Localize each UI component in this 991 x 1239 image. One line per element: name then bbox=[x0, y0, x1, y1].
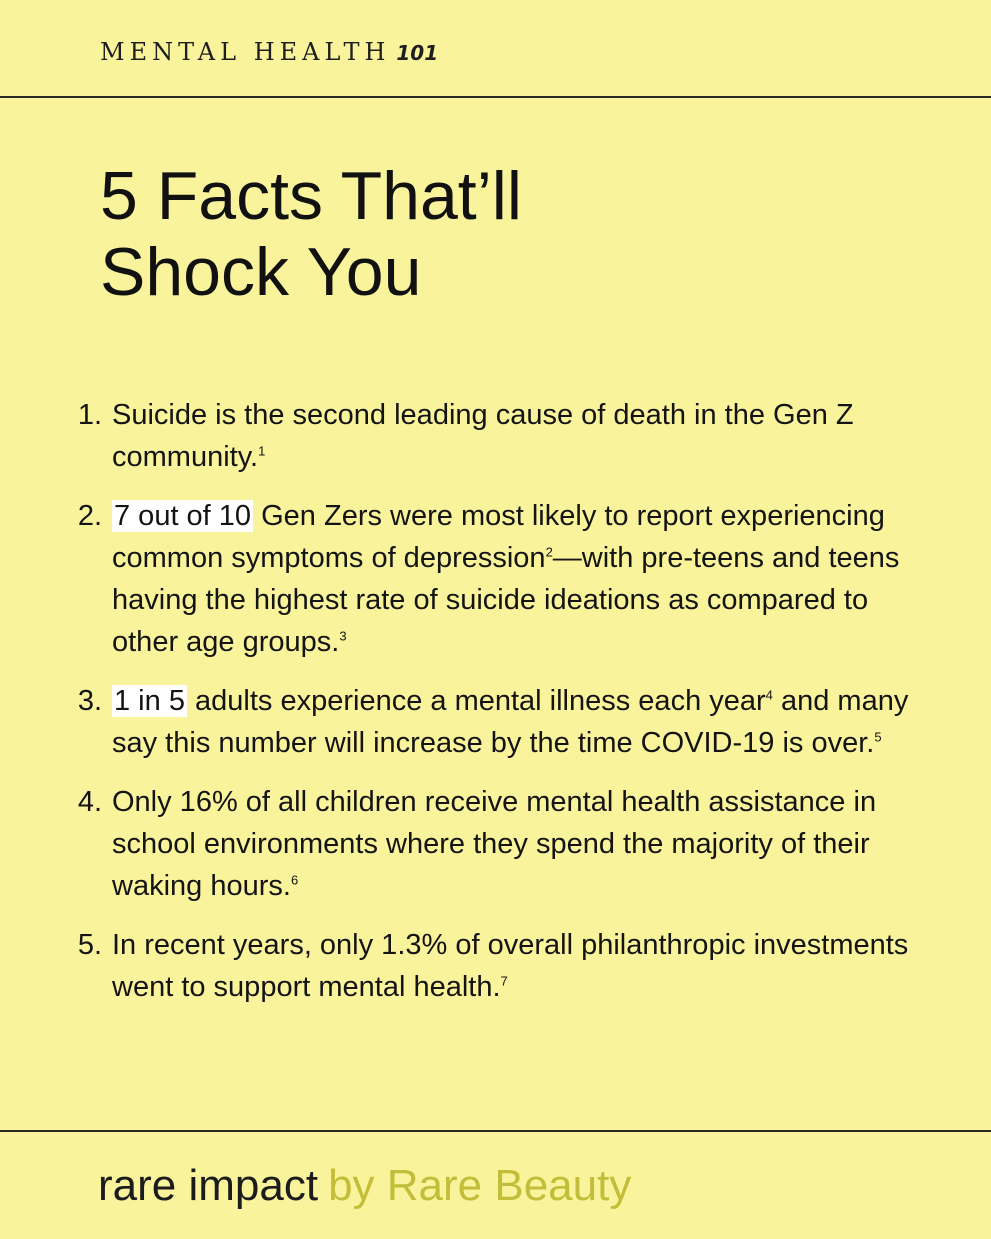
brand-name: rare impact bbox=[98, 1161, 319, 1210]
series-number: 101 bbox=[396, 41, 439, 65]
footnote-ref: 1 bbox=[258, 443, 266, 459]
footnote-ref: 6 bbox=[290, 872, 299, 888]
highlighted-stat: 1 in 5 bbox=[114, 685, 185, 717]
facts-list bbox=[62, 394, 942, 1025]
header bbox=[0, 0, 991, 98]
fact-item bbox=[62, 781, 942, 907]
fact-segment: adults experience a mental illness each year bbox=[186, 685, 766, 717]
series-label bbox=[100, 38, 438, 66]
fact-item bbox=[62, 924, 942, 1008]
brand-tagline: by Rare Beauty bbox=[328, 1161, 632, 1210]
fact-number: 5. bbox=[77, 929, 102, 961]
footer-divider bbox=[0, 1130, 991, 1132]
fact-segment: Only 16% of all children receive mental health assistance in school environments where they spend the majority of their waking hours. bbox=[112, 786, 877, 902]
highlighted-stat: 7 out of 10 bbox=[114, 500, 252, 532]
fact-segment: In recent years, only 1.3% of overall philanthropic investments went to support mental health. bbox=[112, 929, 909, 1003]
fact-text bbox=[102, 680, 942, 764]
title-line-2: Shock You bbox=[100, 234, 422, 310]
footnote-ref: 3 bbox=[339, 628, 347, 644]
fact-segment: —with pre-teens and teens having the highest rate of suicide ideations as compared to other age groups. bbox=[112, 542, 900, 658]
title-line-1: 5 Facts That’ll bbox=[100, 158, 523, 234]
fact-item bbox=[62, 394, 942, 478]
footnote-ref: 2 bbox=[545, 544, 553, 560]
footnote-ref: 4 bbox=[765, 687, 773, 703]
fact-segment: and many say this number will increase by the time COVID-19 is over. bbox=[112, 685, 909, 759]
footnote-ref: 5 bbox=[874, 729, 882, 745]
fact-item bbox=[62, 680, 942, 764]
fact-text bbox=[102, 495, 942, 663]
fact-text bbox=[102, 924, 942, 1008]
fact-number: 1. bbox=[77, 399, 102, 431]
brand-logo bbox=[98, 1158, 631, 1214]
fact-number: 2. bbox=[77, 500, 102, 532]
fact-number: 4. bbox=[77, 786, 102, 818]
footnote-ref: 7 bbox=[500, 973, 508, 989]
fact-segment: Gen Zers were most likely to report experiencing common symptoms of depression bbox=[112, 500, 885, 574]
fact-item bbox=[62, 495, 942, 663]
fact-text bbox=[102, 394, 942, 478]
page-title bbox=[100, 158, 522, 310]
fact-number: 3. bbox=[77, 685, 102, 717]
series-name: MENTAL HEALTH bbox=[100, 38, 391, 66]
fact-segment: Suicide is the second leading cause of death in the Gen Z community. bbox=[112, 399, 854, 473]
fact-text bbox=[102, 781, 942, 907]
